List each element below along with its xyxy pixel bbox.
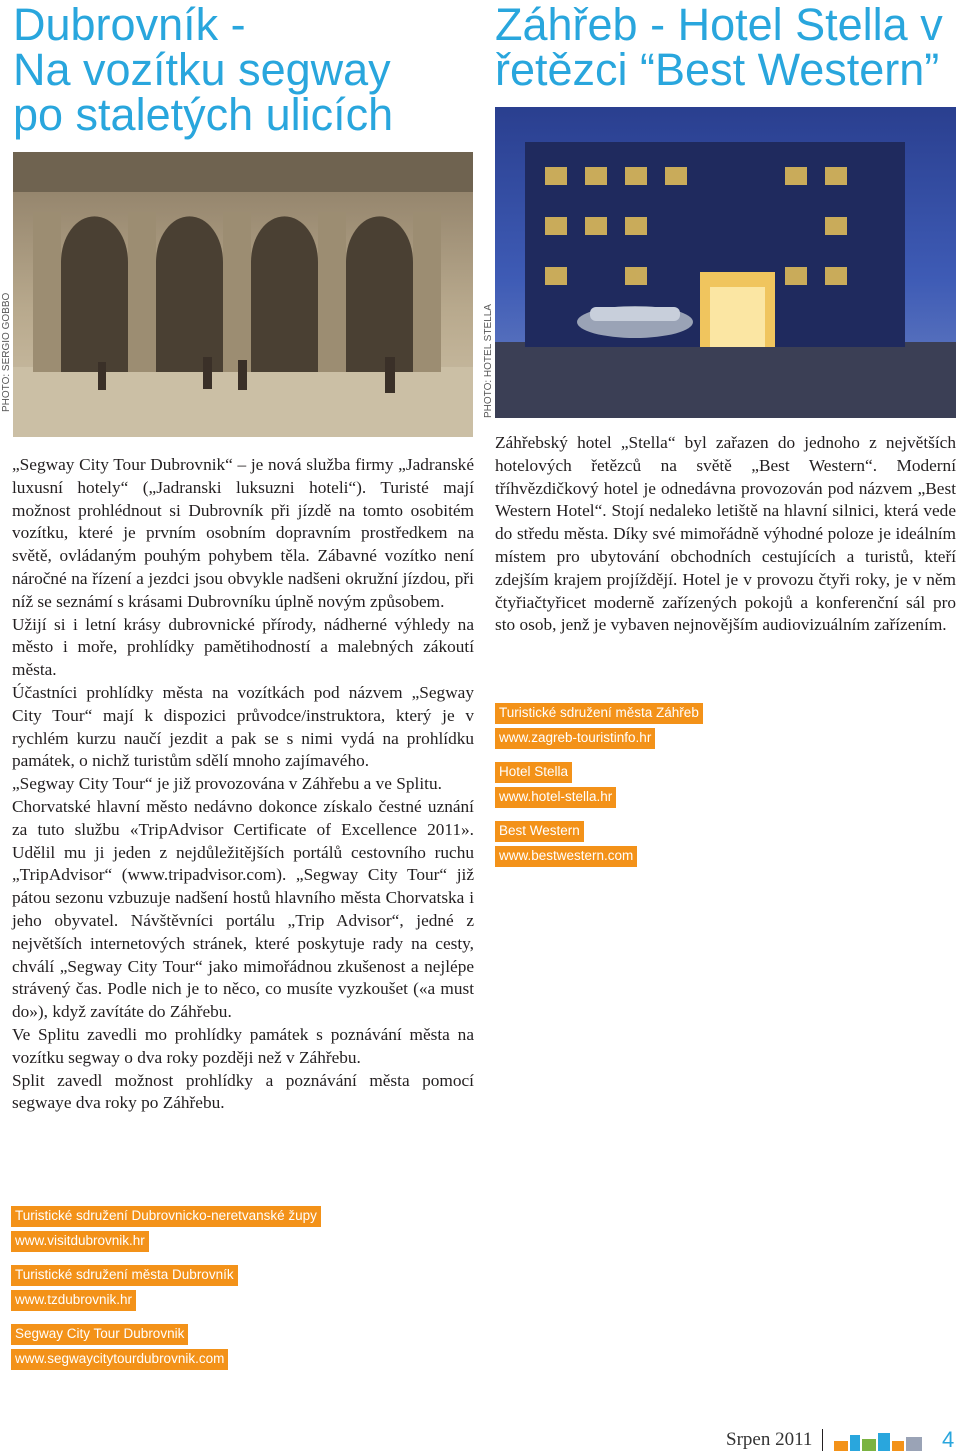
paragraph: Záhřebský hotel „Stella“ byl zařazen do jednoho z největších hotelových řetězců na světě „Best Western“. Moderní tříhvězdičkový hotel je odnedávna provozován pod názvem „Best Western Hotel“. Stojí nedaleko letiště na hlavní silnici, která vede do středu města. Díky své mimořádně výhodné poloze je ideálním místem pro ubytování obchodních cestujících a turistů, kteří zdejším krajem projíždějí. Hotel je v provozu čtyři roky, je v něm čtyřiačtyřicet moderně zařízených pokojů a konferenční sál pro sto osob, jenž je vybaven nejnovějším audiovizuálním zařízením.: [495, 433, 956, 635]
zagreb-article-title: [495, 0, 960, 95]
title-line: Na vozítku segway: [13, 44, 391, 95]
page-number: 4: [942, 1427, 955, 1452]
title-line: řetězci “Best Western”: [495, 44, 940, 95]
paragraph: Ve Splitu zavedli mo prohlídky památek s poznávání města na vozítku segway o dva roky později než v Záhřebu.: [12, 1024, 474, 1067]
paragraph: „Segway City Tour Dubrovnik“ – je nová služba firmy „Jadranské luxusní hotely“ („Jadranski luksuzni hoteli“). Turisté mají možnost prohlédnout si Dubrovník při jízdě na tomto osobitém vozítku, které je prvním osobním dopravním prostředkem na světě, ovládaným pouhým pohybem těla. Zábavné vozítko není náročné na řízení a jezdci jsou obvykle nadšeni okružní jízdou, při níž se seznámí s krásami Dubrovníku úplně novým způsobem.: [12, 455, 474, 611]
dubrovnik-article-title: [13, 0, 483, 140]
page-footer: [726, 1425, 958, 1455]
website-link[interactable]: www.visitdubrovnik.hr: [11, 1231, 149, 1252]
link-group: [495, 762, 703, 808]
hotel-stella-photo: [495, 107, 956, 418]
website-link[interactable]: www.bestwestern.com: [495, 846, 637, 867]
zagreb-links: [495, 703, 703, 880]
paragraph: Split zavedl možnost prohlídky a poznávání města pomocí segwaye dva roky po Záhřebu.: [12, 1070, 474, 1113]
arcade-illustration: [13, 152, 473, 437]
website-link[interactable]: www.segwaycitytourdubrovnik.com: [11, 1349, 228, 1370]
organization-label: Segway City Tour Dubrovnik: [11, 1324, 188, 1345]
dubrovnik-links: [11, 1206, 321, 1383]
photo-credit: PHOTO: SERGIO GOBBO: [1, 292, 12, 412]
website-link[interactable]: www.tzdubrovnik.hr: [11, 1290, 136, 1311]
website-link[interactable]: www.hotel-stella.hr: [495, 787, 616, 808]
link-group: [495, 703, 703, 749]
title-line: Záhřeb - Hotel Stella v: [495, 0, 943, 50]
dubrovnik-article-body: [12, 454, 474, 1115]
footer-divider: [822, 1429, 823, 1451]
organization-label: Hotel Stella: [495, 762, 572, 783]
link-group: [495, 821, 703, 867]
website-link[interactable]: www.zagreb-touristinfo.hr: [495, 728, 655, 749]
organization-label: Turistické sdružení Dubrovnicko-neretvanské župy: [11, 1206, 321, 1227]
link-group: [11, 1324, 321, 1370]
paragraph: Chorvatské hlavní město nedávno dokonce získalo čestné uznání za tuto službu «TripAdvisor Certificate of Excellence 2011». Udělil mu ji jeden z nejdůležitějších portálů cestovního ruchu „TripAdvisor“ (www.tripadvisor.com). „Segway City Tour“ již pátou sezonu vzbuzuje nadšení hostů hlavního města Chorvatska i jeho obyvatel. Návštěvníci portálu „Trip Advisor“, jedné z největších internetových stránek, které poskytuje rady na cesty, chválí „Segway City Tour“ jako mimořádnou zkušenost a nejlépe strávený čas. Podle nich je to něco, co musíte vyzkoušet («a must do»), když zavítáte do Záhřebu.: [12, 796, 474, 1022]
title-line: Dubrovník -: [13, 0, 246, 50]
paragraph: Účastníci prohlídky města na vozítkách pod názvem „Segway City Tour“ mají k dispozici průvodce/instruktora, který je v rychlém kurzu naučí jezdit a pak se s nimi vydá na prohlídku památek, o nichž turistům sdělí mnoho zajímavého.: [12, 682, 474, 771]
paragraph: Užijí si i letní krásy dubrovnické přírody, nádherné výhledy na město i moře, prohlídky pamětihodností a malebných zákoutí města.: [12, 614, 474, 680]
magazine-logo-icon: [834, 1431, 924, 1453]
title-line: po staletých ulicích: [13, 89, 394, 140]
issue-date: Srpen 2011: [726, 1429, 813, 1450]
zagreb-article-body: [495, 432, 956, 637]
organization-label: Turistické sdružení města Záhřeb: [495, 703, 703, 724]
hotel-illustration: [495, 107, 956, 418]
organization-label: Best Western: [495, 821, 584, 842]
paragraph: „Segway City Tour“ je již provozována v Záhřebu a ve Splitu.: [12, 774, 442, 794]
dubrovnik-palace-photo: [13, 152, 473, 437]
link-group: [11, 1265, 321, 1311]
link-group: [11, 1206, 321, 1252]
organization-label: Turistické sdružení města Dubrovník: [11, 1265, 238, 1286]
photo-credit: PHOTO: HOTEL STELLA: [483, 304, 494, 418]
